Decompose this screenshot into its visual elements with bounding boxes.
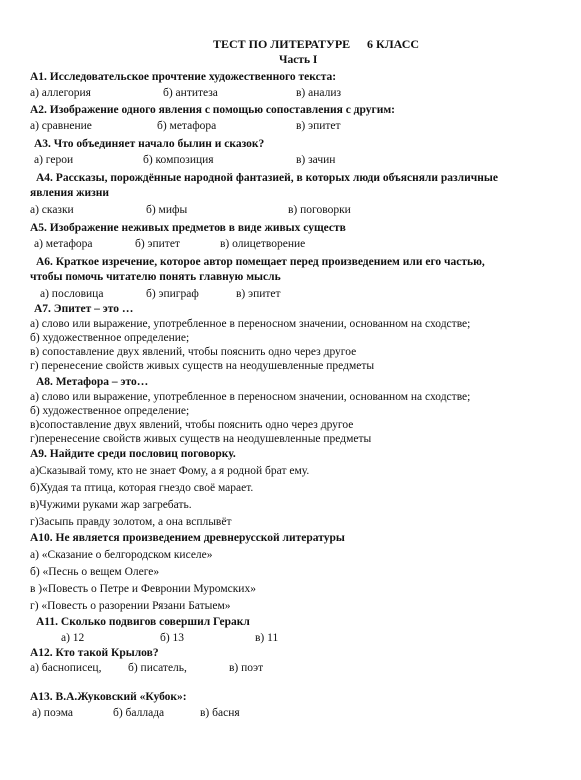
question-a11: А11. Сколько подвигов совершил Геракл	[36, 616, 250, 628]
answer-option[interactable]: б) эпитет	[135, 238, 180, 250]
question-a10: А10. Не является произведением древнерусской литературы	[30, 532, 345, 544]
answer-line[interactable]: г)перенесение свойств живых существ на неодушевленные предметы	[30, 433, 372, 445]
answer-line[interactable]: а) слово или выражение, употребленное в переносном значении, основанном на сходстве;	[30, 391, 471, 403]
question-a1: А1. Исследовательское прочтение художественного текста:	[30, 71, 337, 83]
answer-line[interactable]: в)Чужими руками жар загребать.	[30, 499, 192, 511]
answer-line[interactable]: б) художественное определение;	[30, 332, 190, 344]
answer-option[interactable]: а) баснописец,	[30, 662, 102, 674]
answer-option[interactable]: в) анализ	[296, 87, 342, 99]
answer-option[interactable]: в) поэт	[229, 662, 264, 674]
answer-option[interactable]: а) сравнение	[30, 120, 92, 132]
question-a6-cont: чтобы помочь читателю понять главную мысль	[30, 271, 281, 283]
answer-line[interactable]: в)сопоставление двух явлений, чтобы пояснить одно через другое	[30, 419, 354, 431]
answer-option[interactable]: в) олицетворение	[220, 238, 306, 250]
answer-line[interactable]: в) сопоставление двух явлений, чтобы пояснить одно через другое	[30, 346, 357, 358]
answer-line[interactable]: а)Сказывай тому, кто не знает Фому, а я родной брат ему.	[30, 465, 310, 477]
answer-line[interactable]: а) «Сказание о белгородском киселе»	[30, 549, 213, 561]
answer-option[interactable]: в) зачин	[296, 154, 336, 166]
question-a2: А2. Изображение одного явления с помощью сопоставления с другим:	[30, 104, 395, 116]
answer-option[interactable]: б) писатель,	[128, 662, 187, 674]
answer-line[interactable]: г) перенесение свойств живых существ на неодушевленные предметы	[30, 360, 375, 372]
answer-option[interactable]: б) метафора	[157, 120, 217, 132]
question-a4-cont: явления жизни	[30, 187, 110, 199]
answer-option[interactable]: в) эпитет	[296, 120, 341, 132]
answer-line[interactable]: г)Засыпь правду золотом, а она всплывёт	[30, 516, 232, 528]
question-a5: А5. Изображение неживых предметов в виде живых существ	[30, 222, 346, 234]
answer-option[interactable]: в) поговорки	[288, 204, 351, 216]
answer-line[interactable]: б) художественное определение;	[30, 405, 190, 417]
answer-option[interactable]: а) пословица	[40, 288, 104, 300]
question-a3: А3. Что объединяет начало былин и сказок?	[34, 138, 265, 150]
answer-option[interactable]: в) 11	[255, 632, 279, 644]
answer-option[interactable]: б) мифы	[146, 204, 188, 216]
answer-option[interactable]: а) метафора	[34, 238, 93, 250]
answer-option[interactable]: б) баллада	[113, 707, 165, 719]
answer-line[interactable]: г) «Повесть о разорении Рязани Батыем»	[30, 600, 231, 612]
question-a4: А4. Рассказы, порождённые народной фантазией, в которых люди объясняли различные	[36, 172, 498, 184]
answer-option[interactable]: б) композиция	[143, 154, 214, 166]
answer-option[interactable]: а) 12	[61, 632, 85, 644]
answer-option[interactable]: б) 13	[160, 632, 185, 644]
part-label: Часть I	[279, 54, 318, 66]
answer-option[interactable]: в) эпитет	[236, 288, 281, 300]
answer-option[interactable]: а) аллегория	[30, 87, 91, 99]
question-a6: А6. Краткое изречение, которое автор помещает перед произведением или его частью,	[36, 256, 485, 268]
answer-option[interactable]: в) басня	[200, 707, 240, 719]
question-a9: А9. Найдите среди пословиц поговорку.	[30, 448, 236, 460]
test-title: ТЕСТ ПО ЛИТЕРАТУРЕ	[213, 37, 351, 51]
answer-option[interactable]: б) эпиграф	[146, 288, 199, 300]
answer-option[interactable]: а) герои	[34, 154, 74, 166]
answer-option[interactable]: а) поэма	[32, 707, 73, 719]
answer-option[interactable]: а) сказки	[30, 204, 74, 216]
answer-line[interactable]: а) слово или выражение, употребленное в переносном значении, основанном на сходстве;	[30, 318, 471, 330]
question-a8: А8. Метафора – это…	[36, 376, 149, 388]
answer-option[interactable]: б) антитеза	[163, 87, 218, 99]
question-a7: А7. Эпитет – это …	[34, 303, 134, 315]
grade-label: 6 КЛАСС	[367, 37, 420, 51]
question-a12: А12. Кто такой Крылов?	[30, 647, 159, 659]
answer-line[interactable]: в )«Повесть о Петре и Февронии Муромских»	[30, 583, 256, 595]
answer-line[interactable]: б)Худая та птица, которая гнездо своё марает.	[30, 482, 254, 494]
answer-line[interactable]: б) «Песнь о вещем Олеге»	[30, 566, 160, 578]
question-a13: А13. В.А.Жуковский «Кубок»:	[30, 691, 187, 703]
